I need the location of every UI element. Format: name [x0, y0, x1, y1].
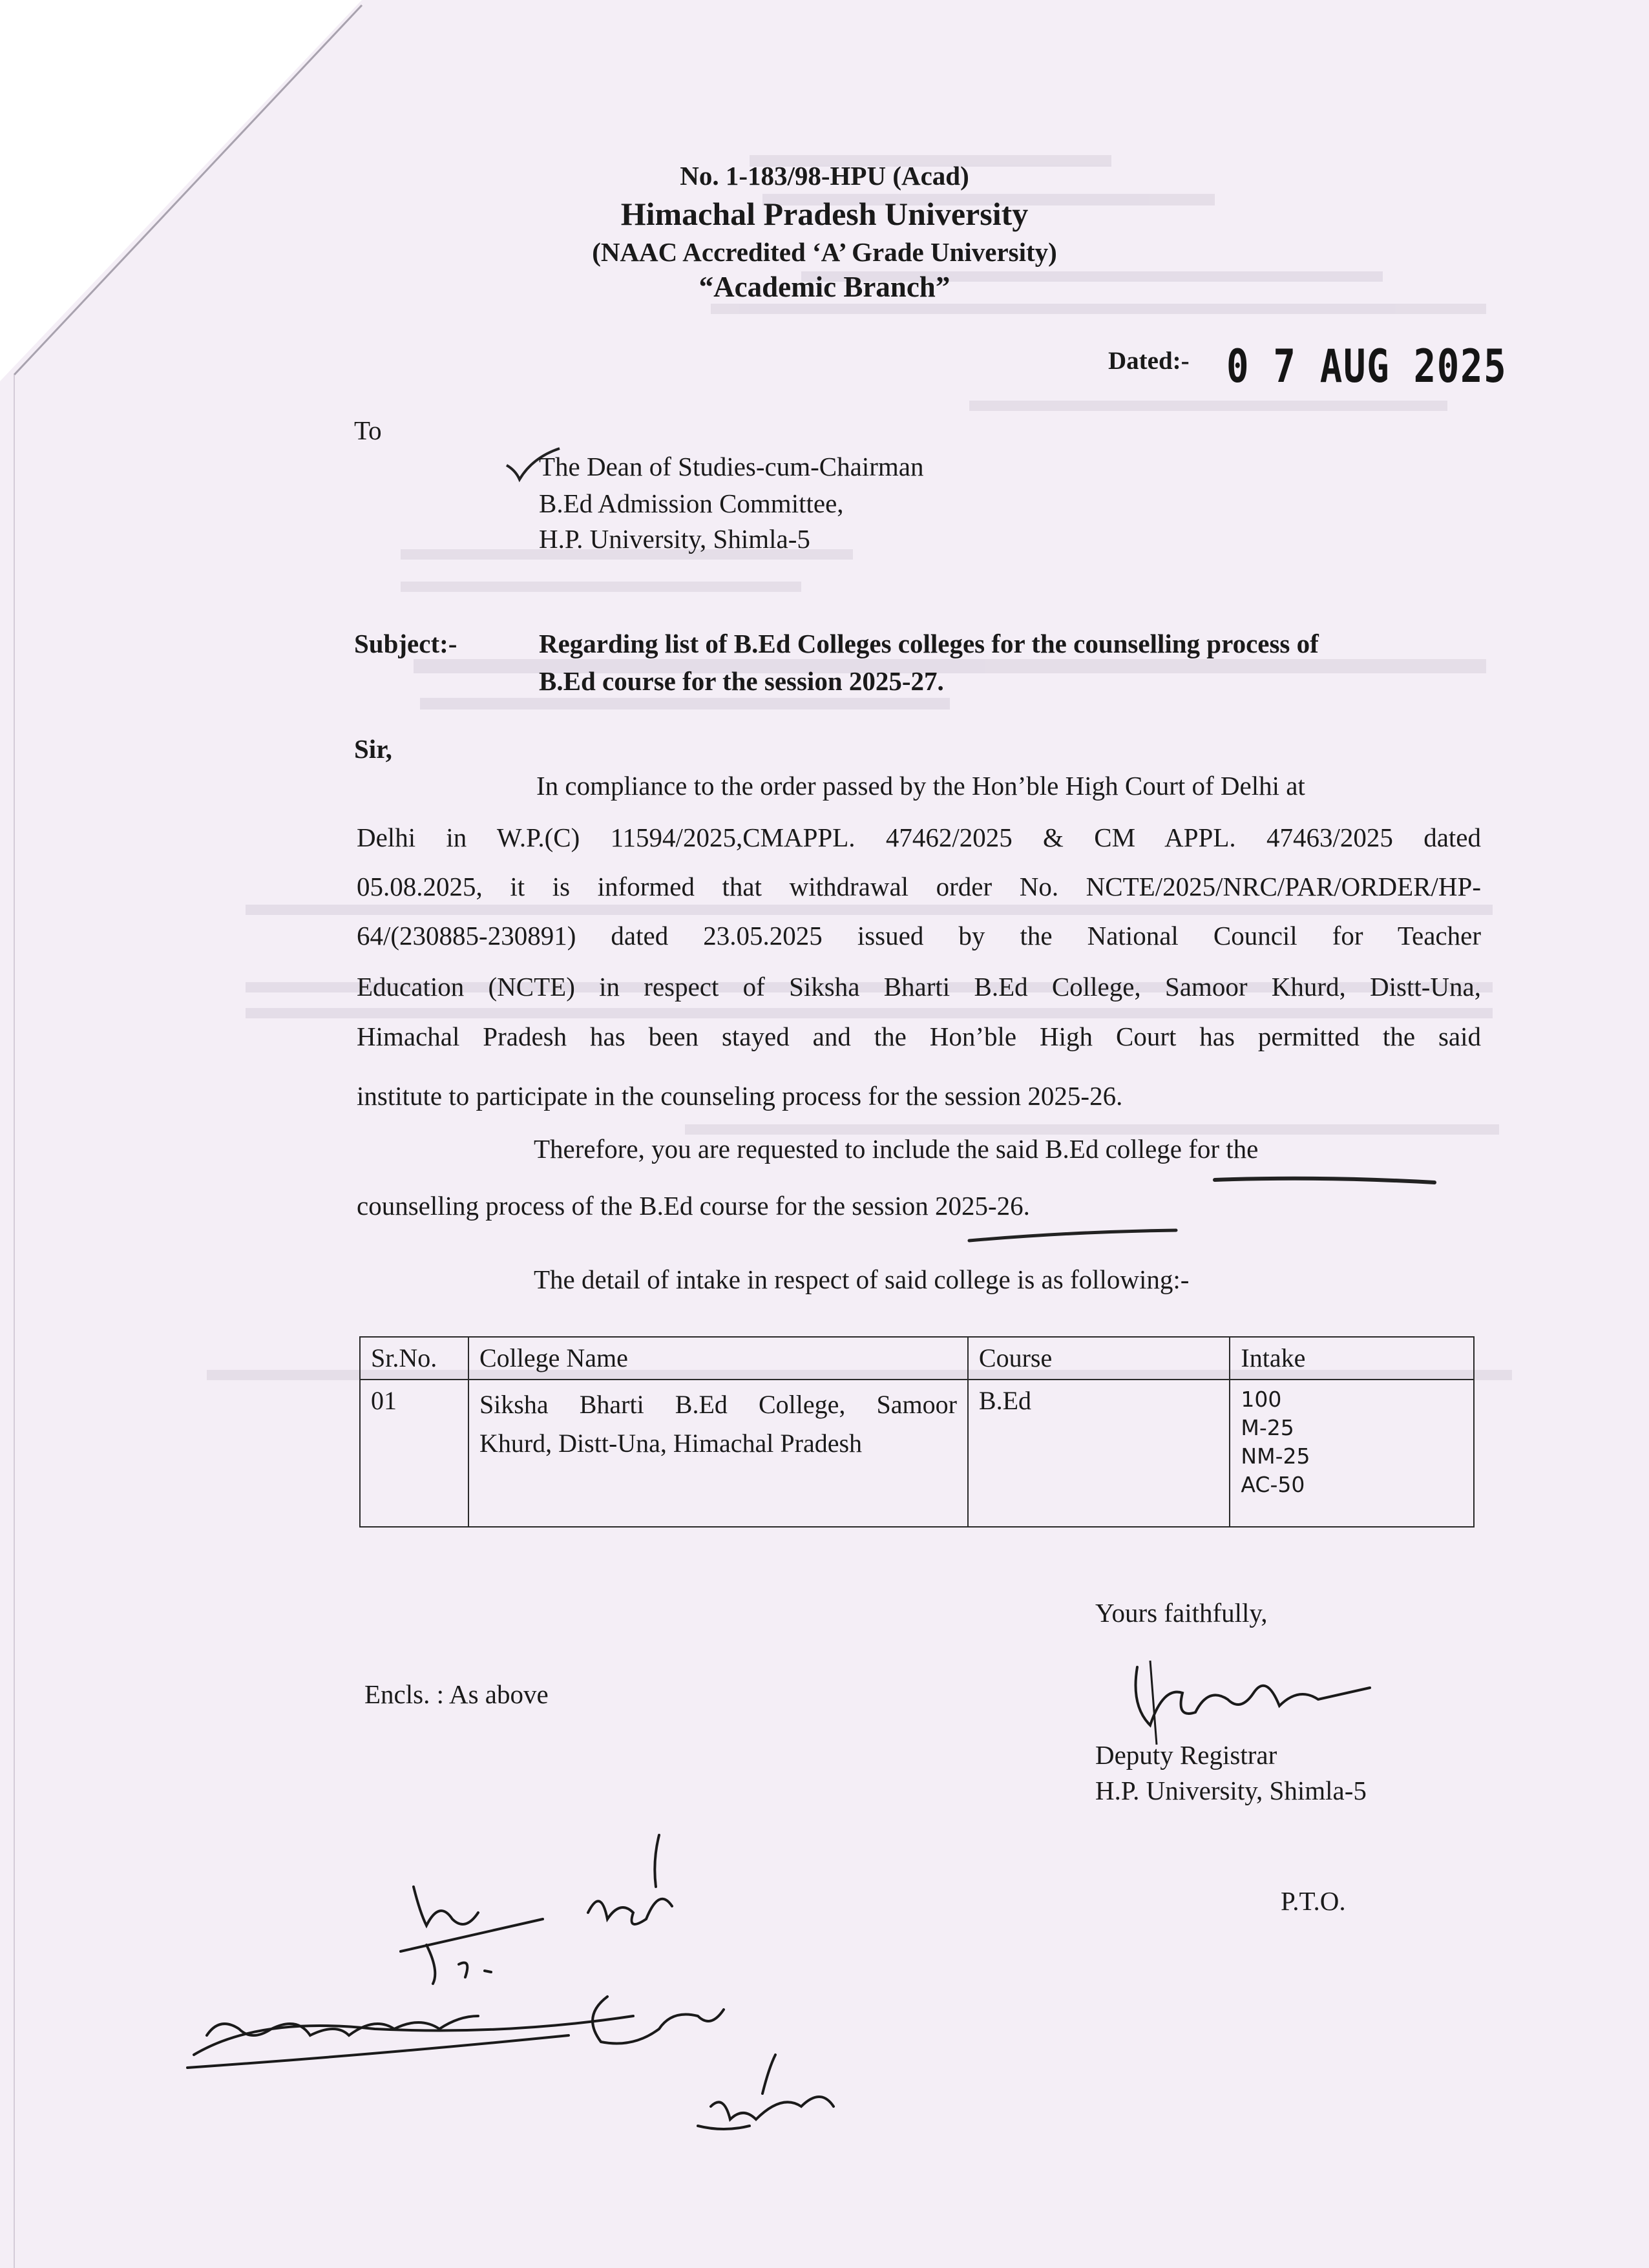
- signatory-designation: Deputy Registrar: [1095, 1740, 1277, 1770]
- subject-line: Regarding list of B.Ed Colleges colleges for the counselling process of: [539, 629, 1319, 658]
- intake-value: NM-25: [1241, 1444, 1310, 1469]
- to-label: To: [354, 415, 382, 445]
- sr-no-cell: 01: [360, 1380, 468, 1527]
- salutation: Sir,: [354, 734, 392, 764]
- date-stamp: 0 7 AUG 2025: [1226, 340, 1507, 393]
- intake-value: 100: [1241, 1387, 1282, 1412]
- handwritten-endorsement: [181, 1822, 956, 2158]
- body-line: Delhi in W.P.(C) 11594/2025,CMAPPL. 47462/2025 & CM APPL. 47463/2025 dated: [357, 823, 1481, 852]
- body-line: institute to participate in the counseling process for the session 2025-26.: [357, 1081, 1123, 1111]
- table-header-row: [360, 1337, 1474, 1380]
- intake-cell: [1230, 1380, 1474, 1527]
- body-line: The detail of intake in respect of said college is as following:-: [534, 1265, 1190, 1294]
- intake-table: [359, 1336, 1475, 1528]
- yours-faithfully: Yours faithfully,: [1095, 1598, 1268, 1628]
- table-row: [360, 1380, 1474, 1527]
- table-header-cell: Intake: [1230, 1337, 1474, 1380]
- ink-underline: [956, 1168, 1447, 1246]
- addressee-line: The Dean of Studies-cum-Chairman: [539, 452, 924, 481]
- dated-label: Dated:-: [1108, 347, 1190, 375]
- pto-note: P.T.O.: [1281, 1886, 1346, 1916]
- body-line: 05.08.2025, it is informed that withdrawal order No. NCTE/2025/NRC/PAR/ORDER/HP-: [357, 872, 1481, 901]
- addressee-line: H.P. University, Shimla-5: [539, 524, 810, 554]
- deputy-registrar-signature: [1111, 1648, 1383, 1751]
- table-header-cell: Course: [968, 1337, 1230, 1380]
- college-name-cell: [468, 1380, 968, 1527]
- reference-number: No. 1-183/98-HPU (Acad): [680, 161, 969, 191]
- intake-value: AC-50: [1241, 1472, 1305, 1497]
- body-line: Education (NCTE) in respect of Siksha Bharti B.Ed College, Samoor Khurd, Distt-Una,: [357, 972, 1481, 1002]
- university-name: Himachal Pradesh University: [620, 196, 1029, 232]
- subject-line: B.Ed course for the session 2025-27.: [539, 666, 944, 696]
- college-name-line: Siksha Bharti B.Ed College, Samoor: [479, 1390, 957, 1419]
- body-line: counselling process of the B.Ed course for the session 2025-26.: [357, 1191, 1030, 1221]
- table-header-cell: Sr.No.: [360, 1337, 468, 1380]
- body-line: Himachal Pradesh has been stayed and the Hon’ble High Court has permitted the said: [357, 1022, 1481, 1051]
- table-header-cell: College Name: [468, 1337, 968, 1380]
- subject-label: Subject:-: [354, 629, 457, 658]
- accreditation-line: (NAAC Accredited ‘A’ Grade University): [592, 237, 1057, 267]
- body-line: 64/(230885-230891) dated 23.05.2025 issued by the National Council for Teacher: [357, 921, 1481, 950]
- enclosure-note: Encls. : As above: [364, 1679, 549, 1709]
- signatory-office: H.P. University, Shimla-5: [1095, 1776, 1367, 1805]
- body-line: In compliance to the order passed by the Hon’ble High Court of Delhi at: [536, 771, 1305, 801]
- addressee-line: B.Ed Admission Committee,: [539, 488, 844, 518]
- branch-name: “Academic Branch”: [698, 271, 951, 303]
- intake-value: M-25: [1241, 1415, 1294, 1440]
- college-name-line: Khurd, Distt-Una, Himachal Pradesh: [479, 1429, 863, 1458]
- body-line: Therefore, you are requested to include the said B.Ed college for the: [534, 1134, 1259, 1164]
- course-cell: B.Ed: [968, 1380, 1230, 1527]
